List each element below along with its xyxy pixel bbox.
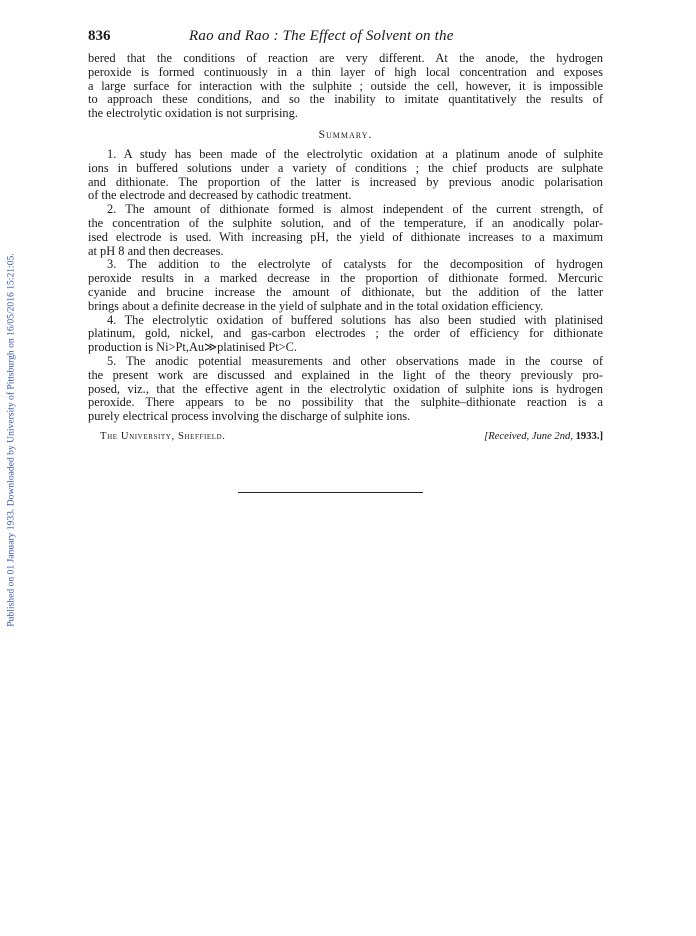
text-line: ions in buffered solutions under a variety of conditions ; the chief products are sulphate [88,160,603,175]
text-line: ised electrode is used. With increasing pH, the yield of dithionate increases to a maximum [88,229,603,244]
text-line: 4. The electrolytic oxidation of buffered solutions has also been studied with platinised [107,312,603,327]
text-line: purely electrical process involving the discharge of sulphite ions. [88,409,411,424]
text-line: bered that the conditions of reaction are very different. At the anode, the hydrogen [88,51,603,65]
text-line: peroxide is formed continuously in a thin layer of high local concentration and exposes [88,64,603,79]
text-line: 1. A study has been made of the electrolytic oxidation at a platinum anode of sulphite [107,146,603,161]
summary-item-3 [88,258,603,313]
end-rule [238,492,423,493]
text-line: cyanide and brucine increase the amount of dithionate, but the addition of the latter [88,284,603,299]
page-content [88,28,603,445]
text-line: at pH 8 and then decreases. [88,243,224,258]
received-date [484,431,603,442]
article-footer [88,429,603,445]
page-header [88,28,603,52]
text-line: to approach these conditions, and so the inability to imitate quantitatively the results of [88,92,603,107]
page-number: 836 [88,28,111,44]
received-year: 1933.] [575,430,603,442]
text-line: the electrolytic oxidation is not surprising. [88,106,298,121]
text-line: a large surface for interaction with the sulphite ; outside the cell, however, it is impossible [88,78,603,93]
summary-item-5 [88,355,603,424]
text-line: platinum, gold, nickel, and gas-carbon electrodes ; the order of efficiency for dithionate [88,326,603,341]
summary-item-2 [88,203,603,258]
summary-heading: Summary. [318,128,373,141]
text-line: brings about a definite decrease in the yield of sulphate and in the total oxidation efficiency. [88,298,544,313]
text-line: posed, viz., that the effective agent in the electrolytic oxidation of sulphite ions is hydrogen [88,381,603,396]
summary-item-1 [88,148,603,203]
text-line: peroxide results in a marked decrease in the proportion of dithionate formed. Mercuric [88,271,603,286]
summary-item-4 [88,314,603,355]
text-line: production is Ni>Pt,Au≫platinised Pt>C. [88,340,298,355]
download-watermark [2,160,20,720]
text-line: peroxide. There appears to be no possibility that the sulphite–dithionate reaction is a [88,395,603,410]
text-line: the present work are discussed and explained in the light of the theory previously pro- [88,367,603,382]
text-line: 3. The addition to the electrolyte of catalysts for the decomposition of hydrogen [107,257,603,272]
download-watermark-text: Published on 01 January 1933. Downloaded by University of Pittsburgh on 16/05/2016 15:21:05. [5,253,17,627]
running-title: Rao and Rao : The Effect of Solvent on the [189,28,454,44]
received-label: [Received, June 2nd, [484,430,573,442]
text-line: 2. The amount of dithionate formed is almost independent of the current strength, of [107,202,603,217]
intro-paragraph [88,52,603,121]
affiliation: The University, Sheffield. [100,430,226,442]
text-line: and dithionate. The proportion of the latter is increased by previous anodic polarisation [88,174,603,189]
text-line: 5. The anodic potential measurements and other observations made in the course of [107,353,603,368]
text-line: of the electrode and decreased by cathodic treatment. [88,188,352,203]
text-line: the concentration of the sulphite solution, and of the temperature, if an anodically polar- [88,215,603,230]
